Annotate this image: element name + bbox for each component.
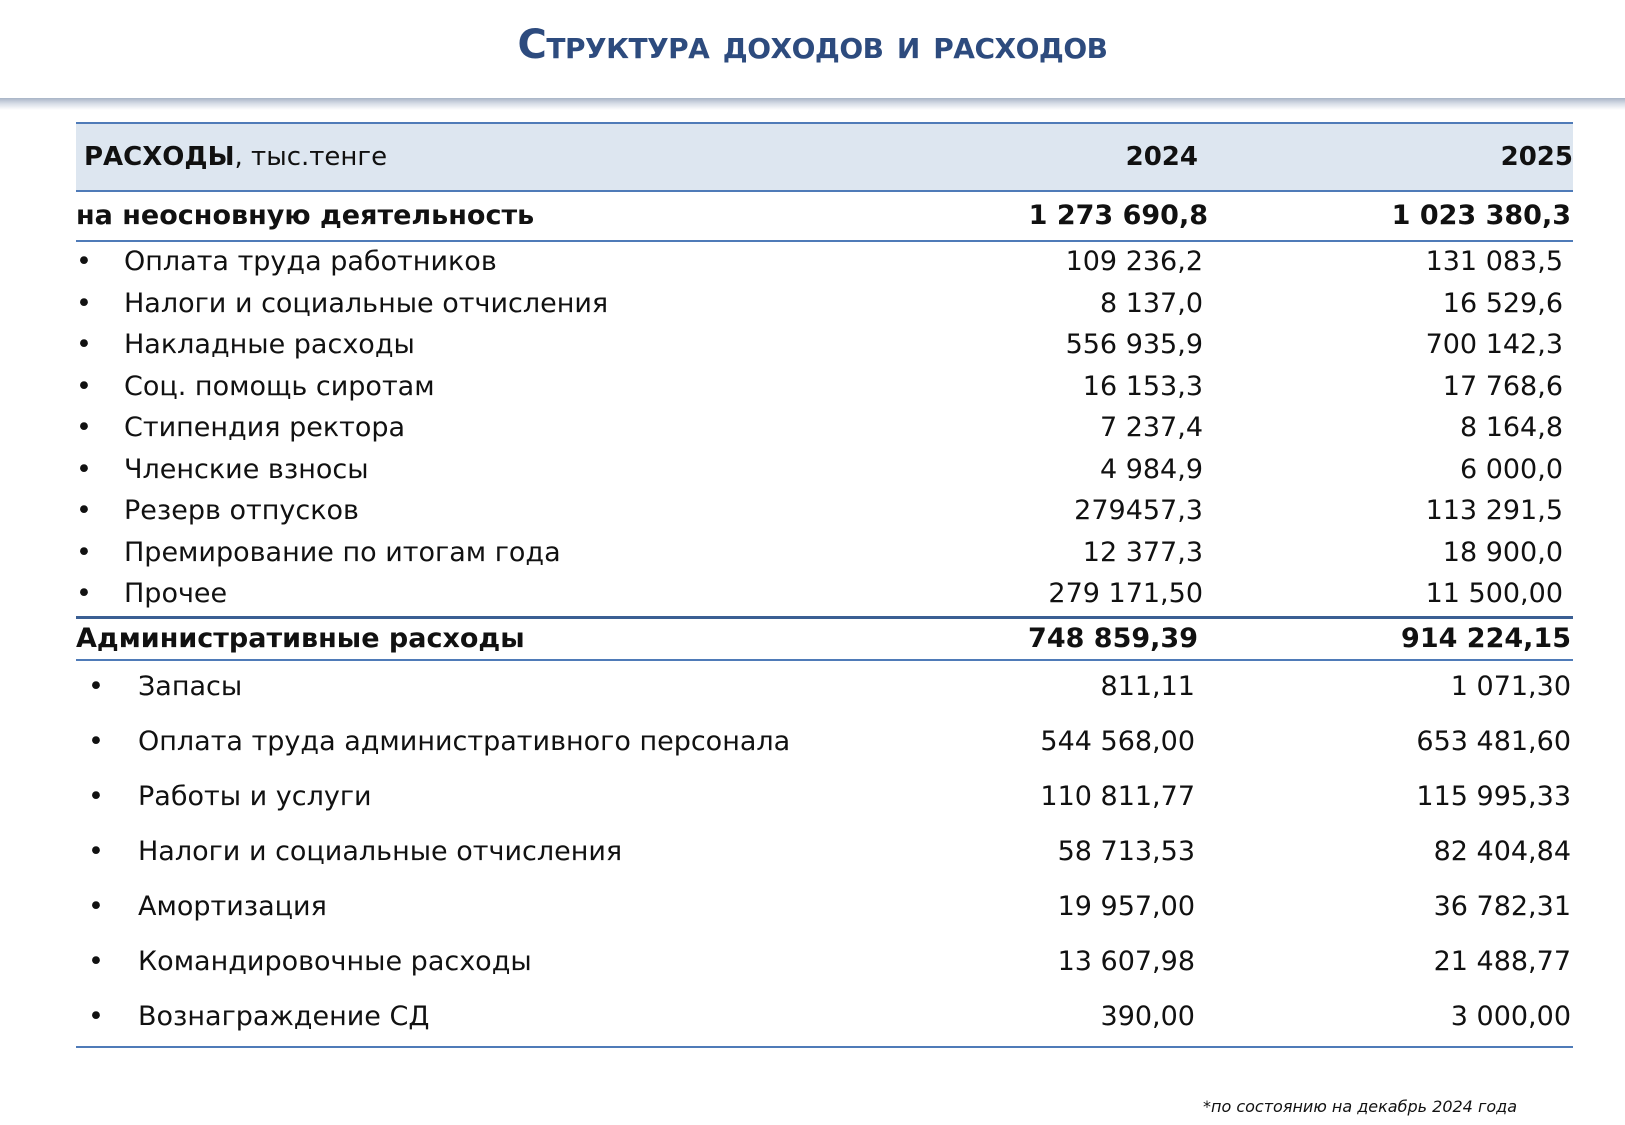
row-label: Запасы — [138, 670, 243, 702]
table-row — [76, 408, 1573, 450]
row-value-2025: 1 071,30 — [1450, 670, 1571, 702]
bullet: • — [76, 329, 92, 360]
table-row — [76, 574, 1573, 616]
table-row — [76, 533, 1573, 575]
bullet: • — [88, 780, 104, 812]
bullet: • — [88, 1000, 104, 1032]
row-value-2025: 82 404,84 — [1433, 835, 1571, 867]
row-label: Членские взносы — [124, 453, 369, 485]
row-value-2024: 8 137,0 — [1099, 287, 1203, 319]
header-label-bold: РАСХОДЫ — [84, 142, 235, 172]
row-label: Работы и услуги — [138, 780, 372, 812]
section-value-2024: 1 273 690,8 — [1028, 200, 1208, 231]
table-row — [76, 325, 1573, 367]
row-value-2025: 113 291,5 — [1425, 495, 1563, 526]
table-row — [76, 367, 1573, 409]
row-value-2024: 279 171,50 — [1048, 578, 1203, 609]
row-label: Амортизация — [138, 890, 327, 922]
header-year-2024: 2024 — [1125, 142, 1198, 172]
table-header — [76, 122, 1573, 192]
row-label: Командировочные расходы — [138, 945, 532, 977]
bullet: • — [76, 578, 92, 609]
section-value-2024: 748 859,39 — [1028, 622, 1198, 654]
row-value-2024: 4 984,9 — [1099, 453, 1203, 485]
row-label: Резерв отпусков — [124, 495, 359, 526]
bullet: • — [76, 246, 92, 277]
section-admin-total — [76, 616, 1573, 661]
bullet: • — [88, 725, 104, 757]
bullet: • — [76, 495, 92, 526]
table-row — [76, 661, 1573, 716]
row-value-2024: 279457,3 — [1074, 495, 1203, 526]
bullet: • — [88, 890, 104, 922]
row-value-2024: 7 237,4 — [1099, 412, 1203, 443]
header-label-unit: , тыс.тенге — [234, 142, 388, 172]
row-value-2024: 19 957,00 — [1057, 890, 1195, 922]
row-label: Стипендия ректора — [124, 412, 406, 443]
row-value-2025: 18 900,0 — [1442, 536, 1563, 568]
section-value-2025: 914 224,15 — [1401, 622, 1571, 654]
row-value-2024: 544 568,00 — [1040, 725, 1195, 757]
row-label: Оплата труда административного персонала — [138, 725, 791, 757]
row-value-2025: 36 782,31 — [1433, 890, 1571, 922]
row-value-2024: 12 377,3 — [1082, 536, 1203, 568]
table-row — [76, 881, 1573, 936]
row-label: Соц. помощь сиротам — [124, 370, 435, 402]
bullet: • — [76, 370, 92, 402]
row-label: Оплата труда работников — [124, 246, 497, 277]
section-non-core-items — [76, 242, 1573, 616]
expenses-table — [76, 122, 1573, 1048]
table-row — [76, 826, 1573, 881]
row-value-2024: 13 607,98 — [1057, 945, 1195, 977]
header-year-2025: 2025 — [1500, 142, 1573, 172]
row-value-2024: 109 236,2 — [1065, 246, 1203, 277]
bullet: • — [88, 835, 104, 867]
section-value-2025: 1 023 380,3 — [1391, 200, 1571, 231]
section-name: Административные расходы — [76, 622, 525, 654]
row-label: Прочее — [124, 578, 228, 609]
bullet: • — [88, 670, 104, 702]
row-value-2025: 115 995,33 — [1416, 780, 1571, 812]
row-value-2024: 811,11 — [1100, 670, 1195, 702]
bullet: • — [76, 412, 92, 443]
table-row — [76, 936, 1573, 991]
row-value-2025: 700 142,3 — [1425, 329, 1563, 360]
table-row — [76, 771, 1573, 826]
table-row — [76, 284, 1573, 326]
row-value-2024: 16 153,3 — [1082, 370, 1203, 402]
row-value-2025: 17 768,6 — [1442, 370, 1563, 402]
bullet: • — [76, 453, 92, 485]
table-row — [76, 242, 1573, 284]
page-title: Структура доходов и расходов — [517, 22, 1108, 68]
row-value-2025: 131 083,5 — [1425, 246, 1563, 277]
table-row — [76, 716, 1573, 771]
table-row — [76, 450, 1573, 492]
table-row — [76, 991, 1573, 1046]
row-value-2025: 21 488,77 — [1433, 945, 1571, 977]
row-value-2025: 8 164,8 — [1459, 412, 1563, 443]
bullet: • — [88, 945, 104, 977]
row-value-2024: 110 811,77 — [1040, 780, 1195, 812]
row-label: Налоги и социальные отчисления — [138, 835, 623, 867]
footnote: *по состоянию на декабрь 2024 года — [1203, 1097, 1517, 1116]
section-non-core-total — [76, 192, 1573, 242]
row-label: Премирование по итогам года — [124, 536, 561, 568]
row-value-2025: 3 000,00 — [1450, 1000, 1571, 1032]
section-admin-items — [76, 661, 1573, 1048]
row-value-2025: 16 529,6 — [1442, 287, 1563, 319]
row-label: Накладные расходы — [124, 329, 415, 360]
title-divider — [0, 98, 1625, 110]
row-label: Вознаграждение СД — [138, 1000, 430, 1032]
header-label — [84, 142, 387, 172]
row-value-2025: 11 500,00 — [1425, 578, 1563, 609]
bullet: • — [76, 287, 92, 319]
table-row — [76, 491, 1573, 533]
row-value-2025: 6 000,0 — [1459, 453, 1563, 485]
section-name: на неосновную деятельность — [76, 200, 535, 231]
row-value-2024: 58 713,53 — [1057, 835, 1195, 867]
row-value-2025: 653 481,60 — [1416, 725, 1571, 757]
row-label: Налоги и социальные отчисления — [124, 287, 609, 319]
row-value-2024: 390,00 — [1100, 1000, 1195, 1032]
bullet: • — [76, 536, 92, 568]
row-value-2024: 556 935,9 — [1065, 329, 1203, 360]
